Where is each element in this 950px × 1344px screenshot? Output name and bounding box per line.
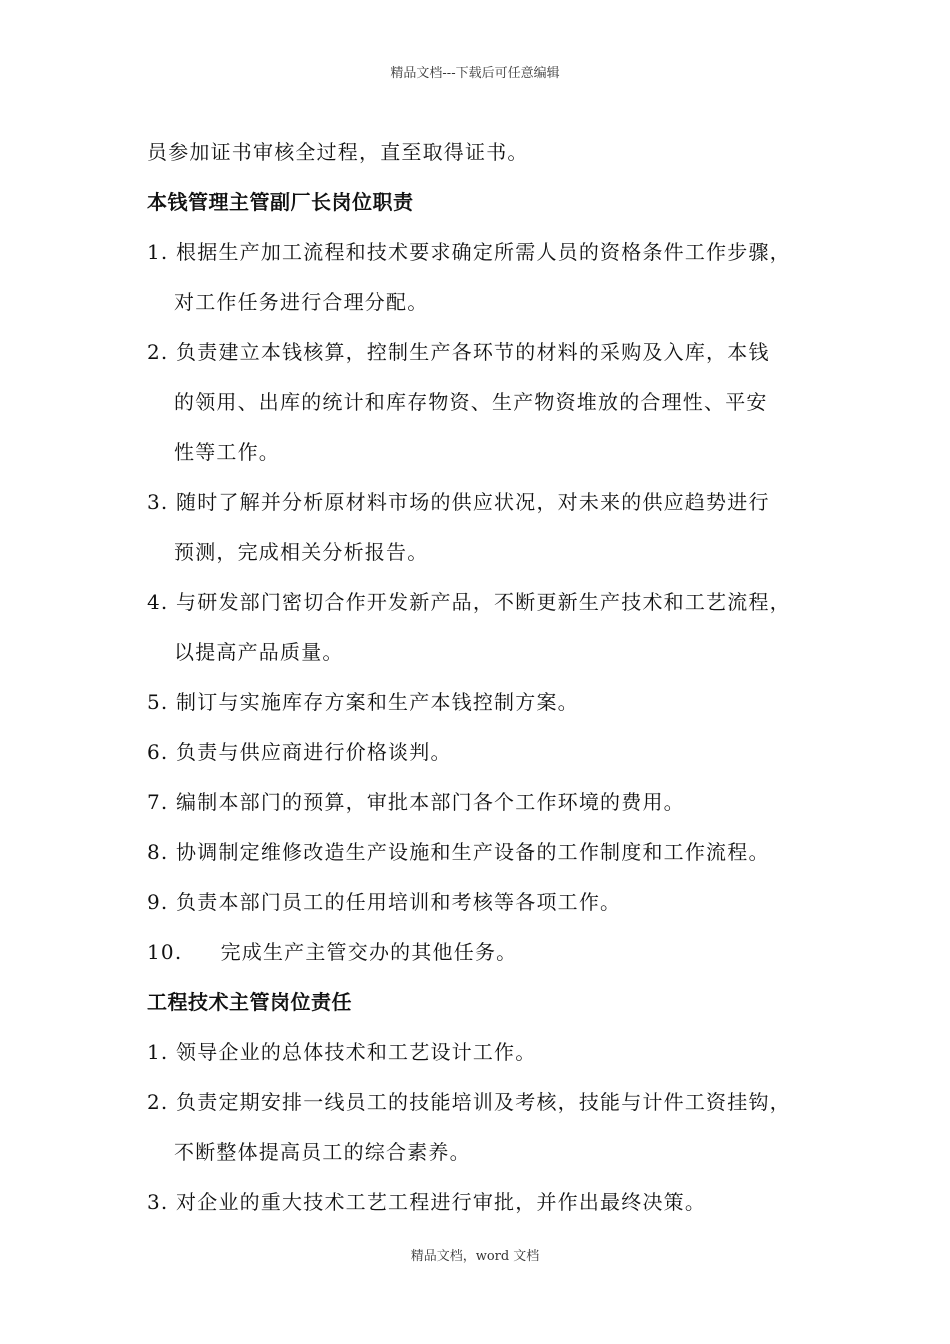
list-item: [147, 927, 837, 977]
item-number: 8.: [147, 840, 169, 864]
page-footer: 精品文档，word 文档: [410, 1249, 540, 1264]
item-text: 制订与实施库存方案和生产本钱控制方案。: [176, 690, 579, 714]
item-text: 领导企业的总体技术和工艺设计工作。: [176, 1040, 537, 1064]
item-text: 负责定期安排一线员工的技能培训及考核，技能与计件工资挂钩，: [176, 1090, 791, 1114]
item-number: 6.: [147, 740, 169, 764]
item-number: 9.: [147, 890, 169, 914]
section2-title: 工程技术主管岗位责任: [147, 990, 352, 1014]
list-item: [147, 827, 837, 877]
item-text-continued: 的领用、出库的统计和库存物资、生产物资堆放的合理性、平安: [174, 390, 768, 414]
item-text: 负责建立本钱核算，控制生产各环节的材料的采购及入库，本钱: [176, 340, 770, 364]
item-text: 协调制定维修改造生产设施和生产设备的工作制度和工作流程。: [176, 840, 770, 864]
section1-title: 本钱管理主管副厂长岗位职责: [147, 190, 414, 214]
item-number: 7.: [147, 790, 169, 814]
item-number: 3.: [147, 490, 169, 514]
item-text: 与研发部门密切合作开发新产品，不断更新生产技术和工艺流程，: [176, 590, 791, 614]
item-text: 负责与供应商进行价格谈判。: [176, 740, 452, 764]
item-text: 对企业的重大技术工艺工程进行审批，并作出最终决策。: [176, 1190, 707, 1214]
document-body: [147, 127, 837, 1227]
list-item: [147, 227, 837, 277]
intro-line: 员参加证书审核全过程，直至取得证书。: [147, 140, 529, 164]
list-item: [147, 327, 837, 377]
list-item: [147, 577, 837, 627]
item-text: 编制本部门的预算，审批本部门各个工作环境的费用。: [176, 790, 685, 814]
item-text-continued: 预测，完成相关分析报告。: [174, 540, 429, 564]
item-text: 完成生产主管交办的其他任务。: [220, 940, 518, 964]
item-text-continued: 以提高产品质量。: [174, 640, 344, 664]
list-item: [147, 1077, 837, 1127]
list-item: [147, 877, 837, 927]
item-number: 2.: [147, 1090, 169, 1114]
list-item: [147, 1027, 837, 1077]
item-number: 3.: [147, 1190, 169, 1214]
item-number: 2.: [147, 340, 169, 364]
item-number: 1.: [147, 240, 169, 264]
item-text: 根据生产加工流程和技术要求确定所需人员的资格条件工作步骤，: [176, 240, 791, 264]
page-header: 精品文档---下载后可任意编辑: [390, 66, 560, 81]
list-item: [147, 777, 837, 827]
item-text: 随时了解并分析原材料市场的供应状况，对未来的供应趋势进行: [176, 490, 770, 514]
list-item: [147, 677, 837, 727]
item-number: 4.: [147, 590, 169, 614]
list-item: [147, 1177, 837, 1227]
list-item: [147, 727, 837, 777]
item-text-continued: 不断整体提高员工的综合素养。: [174, 1140, 471, 1164]
item-number: 10.: [147, 940, 183, 964]
item-text: 负责本部门员工的任用培训和考核等各项工作。: [176, 890, 622, 914]
item-text-continued: 性等工作。: [174, 440, 280, 464]
list-item: [147, 477, 837, 527]
item-text-continued: 对工作任务进行合理分配。: [174, 290, 429, 314]
item-number: 1.: [147, 1040, 169, 1064]
item-number: 5.: [147, 690, 169, 714]
